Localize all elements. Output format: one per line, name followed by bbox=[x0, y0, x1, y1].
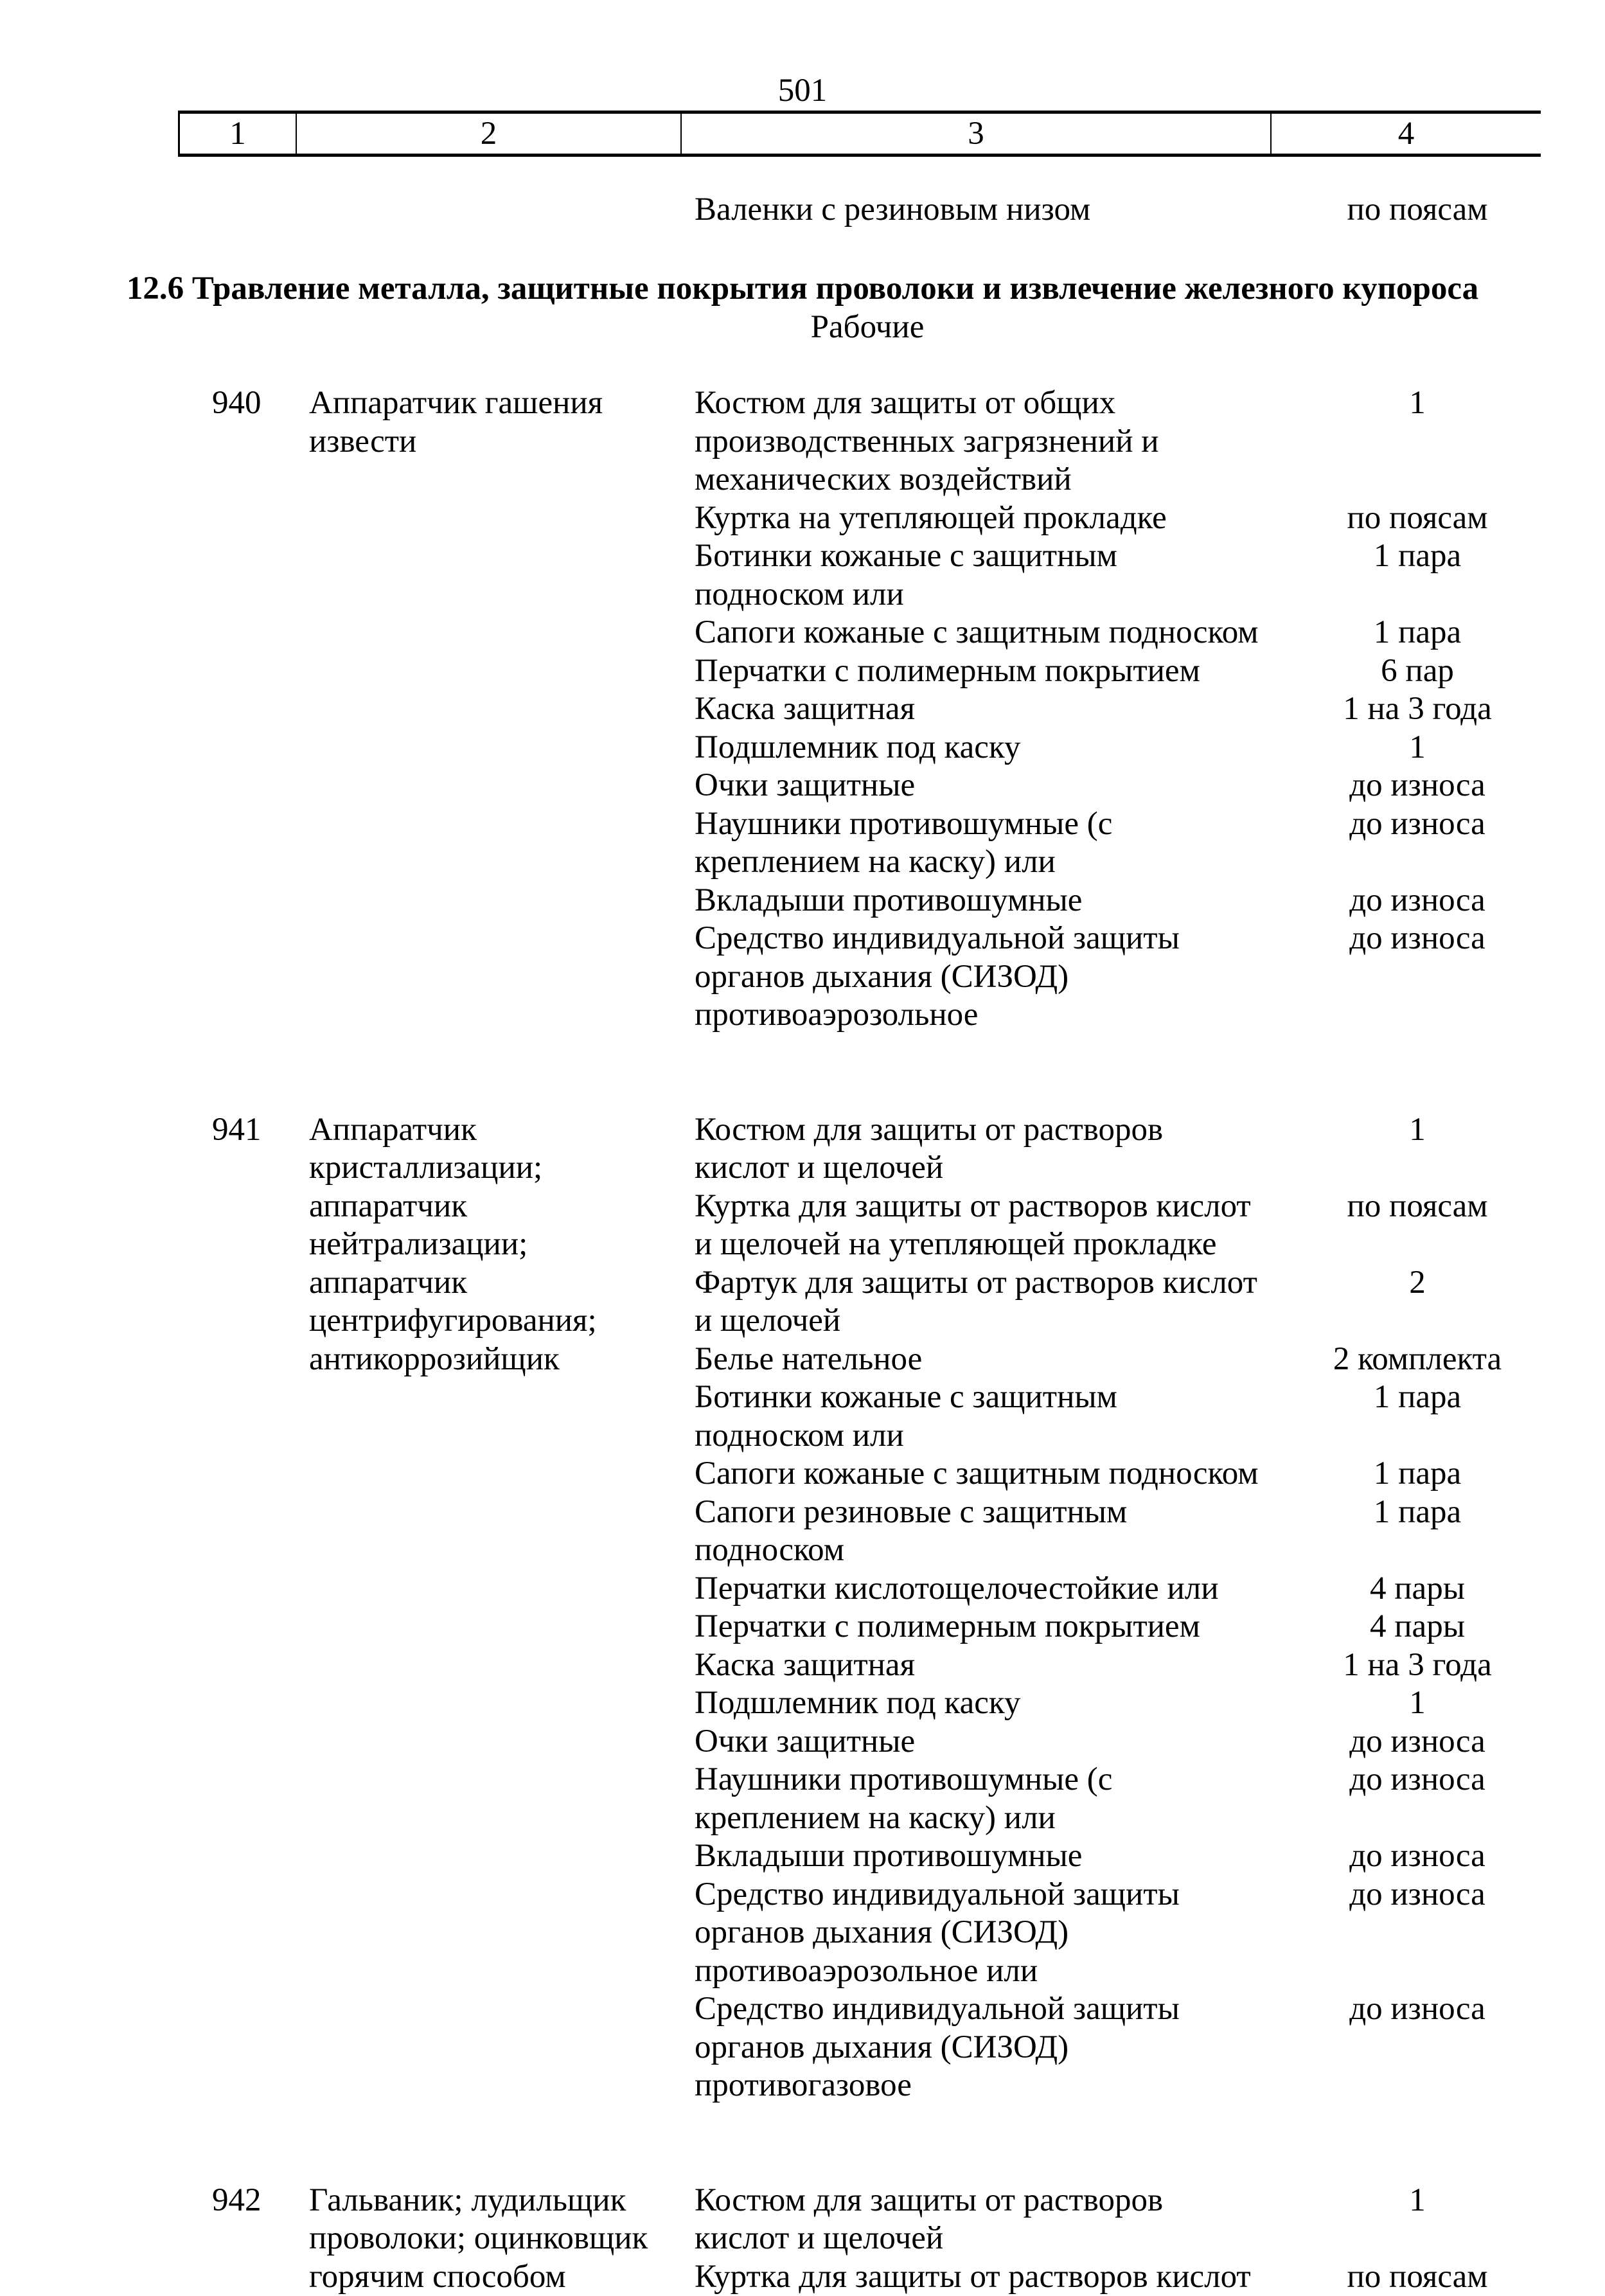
ppe-items bbox=[695, 2182, 1530, 2296]
ppe-item bbox=[695, 1264, 1530, 1340]
ppe-item-quantity: 1 bbox=[1273, 729, 1562, 767]
ppe-item-quantity: 4 пары bbox=[1273, 1570, 1562, 1608]
column-header-1: 1 bbox=[180, 114, 297, 154]
occupation-title-line: нейтрализации; bbox=[309, 1225, 669, 1264]
ppe-item-name-line: кислот и щелочей bbox=[695, 1149, 1530, 1188]
ppe-item bbox=[695, 1684, 1530, 1723]
occupation-title-line: центрифугирования; bbox=[309, 1302, 669, 1340]
ppe-item-quantity: до износа bbox=[1273, 1723, 1562, 1761]
ppe-item bbox=[695, 1990, 1530, 2105]
ppe-item-name-line: подноском bbox=[695, 1531, 1530, 1570]
ppe-item bbox=[695, 767, 1530, 805]
ppe-item-name-line: механических воздействий bbox=[695, 461, 1530, 499]
ppe-item-name-line: Перчатки с полимерным покрытием bbox=[695, 652, 1530, 691]
section-heading: 12.6 Травление металла, защитные покрытия проволоки и извлечение железного купороса bbox=[0, 270, 1605, 308]
ppe-item-name-line: Белье нательное bbox=[695, 1340, 1530, 1379]
ppe-item-name-line: Средство индивидуальной защиты bbox=[695, 1876, 1530, 1914]
ppe-item-quantity: по поясам bbox=[1273, 499, 1562, 538]
ppe-item-quantity: 2 bbox=[1273, 1264, 1562, 1303]
ppe-item-name-line: Средство индивидуальной защиты bbox=[695, 1990, 1530, 2029]
ppe-item bbox=[695, 1455, 1530, 1493]
ppe-item-name-line: креплением на каску) или bbox=[695, 843, 1530, 882]
occupation-title-line: проволоки; оцинковщик bbox=[309, 2220, 669, 2258]
ppe-item-name-line: подноском или bbox=[695, 1417, 1530, 1455]
ppe-item-name-line: Костюм для защиты от растворов bbox=[695, 1111, 1530, 1150]
column-header-3: 3 bbox=[682, 114, 1272, 154]
ppe-item-name-line: и щелочей bbox=[695, 1302, 1530, 1340]
ppe-item-quantity: 1 bbox=[1273, 2182, 1562, 2220]
ppe-item-quantity: по поясам bbox=[1273, 2258, 1562, 2296]
ppe-item-name-line: Куртка для защиты от растворов кислот bbox=[695, 1188, 1530, 1226]
ppe-item-quantity: 1 пара bbox=[1273, 1493, 1562, 1532]
ppe-item-quantity: 1 bbox=[1273, 384, 1562, 423]
ppe-item-name-line: противогазовое bbox=[695, 2067, 1530, 2105]
ppe-item-quantity: до износа bbox=[1273, 1990, 1562, 2029]
ppe-item bbox=[695, 805, 1530, 882]
ppe-item bbox=[695, 652, 1530, 691]
ppe-item-name-line: Вкладыши противошумные bbox=[695, 1837, 1530, 1876]
ppe-item-name-line: противоаэрозольное или bbox=[695, 1952, 1530, 1991]
carryover-item: Валенки с резиновым низом bbox=[695, 191, 1090, 229]
ppe-item bbox=[695, 690, 1530, 729]
ppe-item-quantity: 1 пара bbox=[1273, 1455, 1562, 1493]
ppe-item-name-line: органов дыхания (СИЗОД) bbox=[695, 2029, 1530, 2067]
ppe-item-name-line: противоаэрозольное bbox=[695, 996, 1530, 1035]
occupation-title-line: аппаратчик bbox=[309, 1264, 669, 1303]
ppe-item bbox=[695, 499, 1530, 538]
ppe-item bbox=[695, 1723, 1530, 1761]
occupation-title-line: Аппаратчик гашения bbox=[309, 384, 669, 423]
ppe-item-quantity: до износа bbox=[1273, 1876, 1562, 1914]
ppe-item bbox=[695, 1570, 1530, 1608]
occupation-title-line: Гальваник; лудильщик bbox=[309, 2182, 669, 2220]
occupation-title bbox=[309, 2182, 669, 2296]
ppe-item-name-line: Костюм для защиты от растворов bbox=[695, 2182, 1530, 2220]
ppe-item-quantity: 1 пара bbox=[1273, 537, 1562, 576]
ppe-item-name-line: Ботинки кожаные с защитным bbox=[695, 537, 1530, 576]
ppe-item-name-line: Сапоги кожаные с защитным подноском bbox=[695, 614, 1530, 652]
ppe-item-quantity: 1 на 3 года bbox=[1273, 690, 1562, 729]
ppe-item-quantity: до износа bbox=[1273, 920, 1562, 958]
ppe-item bbox=[695, 1761, 1530, 1837]
occupation-number: 940 bbox=[212, 384, 262, 423]
section-subheading: Рабочие bbox=[0, 308, 1605, 347]
occupation-title-line: антикоррозийщик bbox=[309, 1340, 669, 1379]
ppe-items bbox=[695, 384, 1530, 1035]
occupation-title-line: кристаллизации; bbox=[309, 1149, 669, 1188]
ppe-item bbox=[695, 1378, 1530, 1455]
ppe-item bbox=[695, 1608, 1530, 1646]
ppe-item-quantity: 1 bbox=[1273, 1111, 1562, 1150]
ppe-item bbox=[695, 614, 1530, 652]
ppe-item bbox=[695, 2182, 1530, 2258]
ppe-item bbox=[695, 882, 1530, 920]
ppe-item bbox=[695, 729, 1530, 767]
ppe-item-name-line: Костюм для защиты от общих bbox=[695, 384, 1530, 423]
ppe-item-name-line: Фартук для защиты от растворов кислот bbox=[695, 1264, 1530, 1303]
ppe-item-name-line: Подшлемник под каску bbox=[695, 729, 1530, 767]
ppe-item-name-line: органов дыхания (СИЗОД) bbox=[695, 1914, 1530, 1952]
ppe-item-name-line: органов дыхания (СИЗОД) bbox=[695, 958, 1530, 997]
ppe-item-name-line: подноском или bbox=[695, 576, 1530, 614]
occupation-title-line: извести bbox=[309, 423, 669, 461]
ppe-item-name-line: Средство индивидуальной защиты bbox=[695, 920, 1530, 958]
ppe-item-name-line: Куртка для защиты от растворов кислот bbox=[695, 2258, 1530, 2296]
ppe-item bbox=[695, 1340, 1530, 1379]
ppe-item bbox=[695, 1111, 1530, 1188]
occupation-title bbox=[309, 1111, 669, 1379]
occupation-title-line: горячим способом bbox=[309, 2258, 669, 2296]
ppe-item-name-line: Перчатки кислотощелочестойкие или bbox=[695, 1570, 1530, 1608]
page-number: 501 bbox=[0, 72, 1605, 109]
ppe-item bbox=[695, 1646, 1530, 1685]
column-header-table bbox=[178, 111, 1541, 157]
ppe-item-name-line: кислот и щелочей bbox=[695, 2220, 1530, 2258]
ppe-item-quantity: по поясам bbox=[1273, 1188, 1562, 1226]
ppe-item bbox=[695, 1493, 1530, 1570]
occupation-number: 942 bbox=[212, 2182, 262, 2220]
ppe-item-name-line: Каска защитная bbox=[695, 690, 1530, 729]
ppe-item-quantity: 1 пара bbox=[1273, 614, 1562, 652]
ppe-item-name-line: Подшлемник под каску bbox=[695, 1684, 1530, 1723]
ppe-item-name-line: Сапоги кожаные с защитным подноском bbox=[695, 1455, 1530, 1493]
column-header-4: 4 bbox=[1272, 114, 1541, 154]
ppe-item-quantity: 1 пара bbox=[1273, 1378, 1562, 1417]
ppe-item-name-line: Сапоги резиновые с защитным bbox=[695, 1493, 1530, 1532]
occupation-title bbox=[309, 384, 669, 461]
ppe-item bbox=[695, 1876, 1530, 1991]
ppe-item bbox=[695, 1188, 1530, 1264]
ppe-item bbox=[695, 2258, 1530, 2296]
carryover-qty: по поясам bbox=[1273, 191, 1562, 229]
ppe-item-quantity: до износа bbox=[1273, 767, 1562, 805]
ppe-item bbox=[695, 920, 1530, 1035]
ppe-item-quantity: до износа bbox=[1273, 1837, 1562, 1876]
column-header-2: 2 bbox=[297, 114, 682, 154]
ppe-item-name-line: и щелочей на утепляющей прокладке bbox=[695, 1225, 1530, 1264]
ppe-item-quantity: 2 комплекта bbox=[1273, 1340, 1562, 1379]
ppe-item-name-line: Очки защитные bbox=[695, 1723, 1530, 1761]
occupation-number: 941 bbox=[212, 1111, 262, 1150]
occupation-title-line: Аппаратчик bbox=[309, 1111, 669, 1150]
ppe-item-name-line: Куртка на утепляющей прокладке bbox=[695, 499, 1530, 538]
ppe-item bbox=[695, 1837, 1530, 1876]
ppe-item-name-line: Наушники противошумные (с bbox=[695, 805, 1530, 844]
ppe-item-name-line: Ботинки кожаные с защитным bbox=[695, 1378, 1530, 1417]
ppe-item-quantity: 1 на 3 года bbox=[1273, 1646, 1562, 1685]
ppe-item-quantity: до износа bbox=[1273, 1761, 1562, 1799]
ppe-item-name-line: Очки защитные bbox=[695, 767, 1530, 805]
ppe-item-name-line: Наушники противошумные (с bbox=[695, 1761, 1530, 1799]
ppe-items bbox=[695, 1111, 1530, 2105]
ppe-item-name-line: Вкладыши противошумные bbox=[695, 882, 1530, 920]
ppe-item-quantity: до износа bbox=[1273, 882, 1562, 920]
occupation-title-line: аппаратчик bbox=[309, 1188, 669, 1226]
ppe-item-name-line: производственных загрязнений и bbox=[695, 423, 1530, 461]
ppe-item bbox=[695, 384, 1530, 499]
ppe-item-quantity: 4 пары bbox=[1273, 1608, 1562, 1646]
ppe-item-name-line: Перчатки с полимерным покрытием bbox=[695, 1608, 1530, 1646]
ppe-item bbox=[695, 537, 1530, 614]
ppe-item-name-line: креплением на каску) или bbox=[695, 1799, 1530, 1838]
ppe-item-name-line: Каска защитная bbox=[695, 1646, 1530, 1685]
ppe-item-quantity: до износа bbox=[1273, 805, 1562, 844]
ppe-item-quantity: 1 bbox=[1273, 1684, 1562, 1723]
ppe-item-quantity: 6 пар bbox=[1273, 652, 1562, 691]
